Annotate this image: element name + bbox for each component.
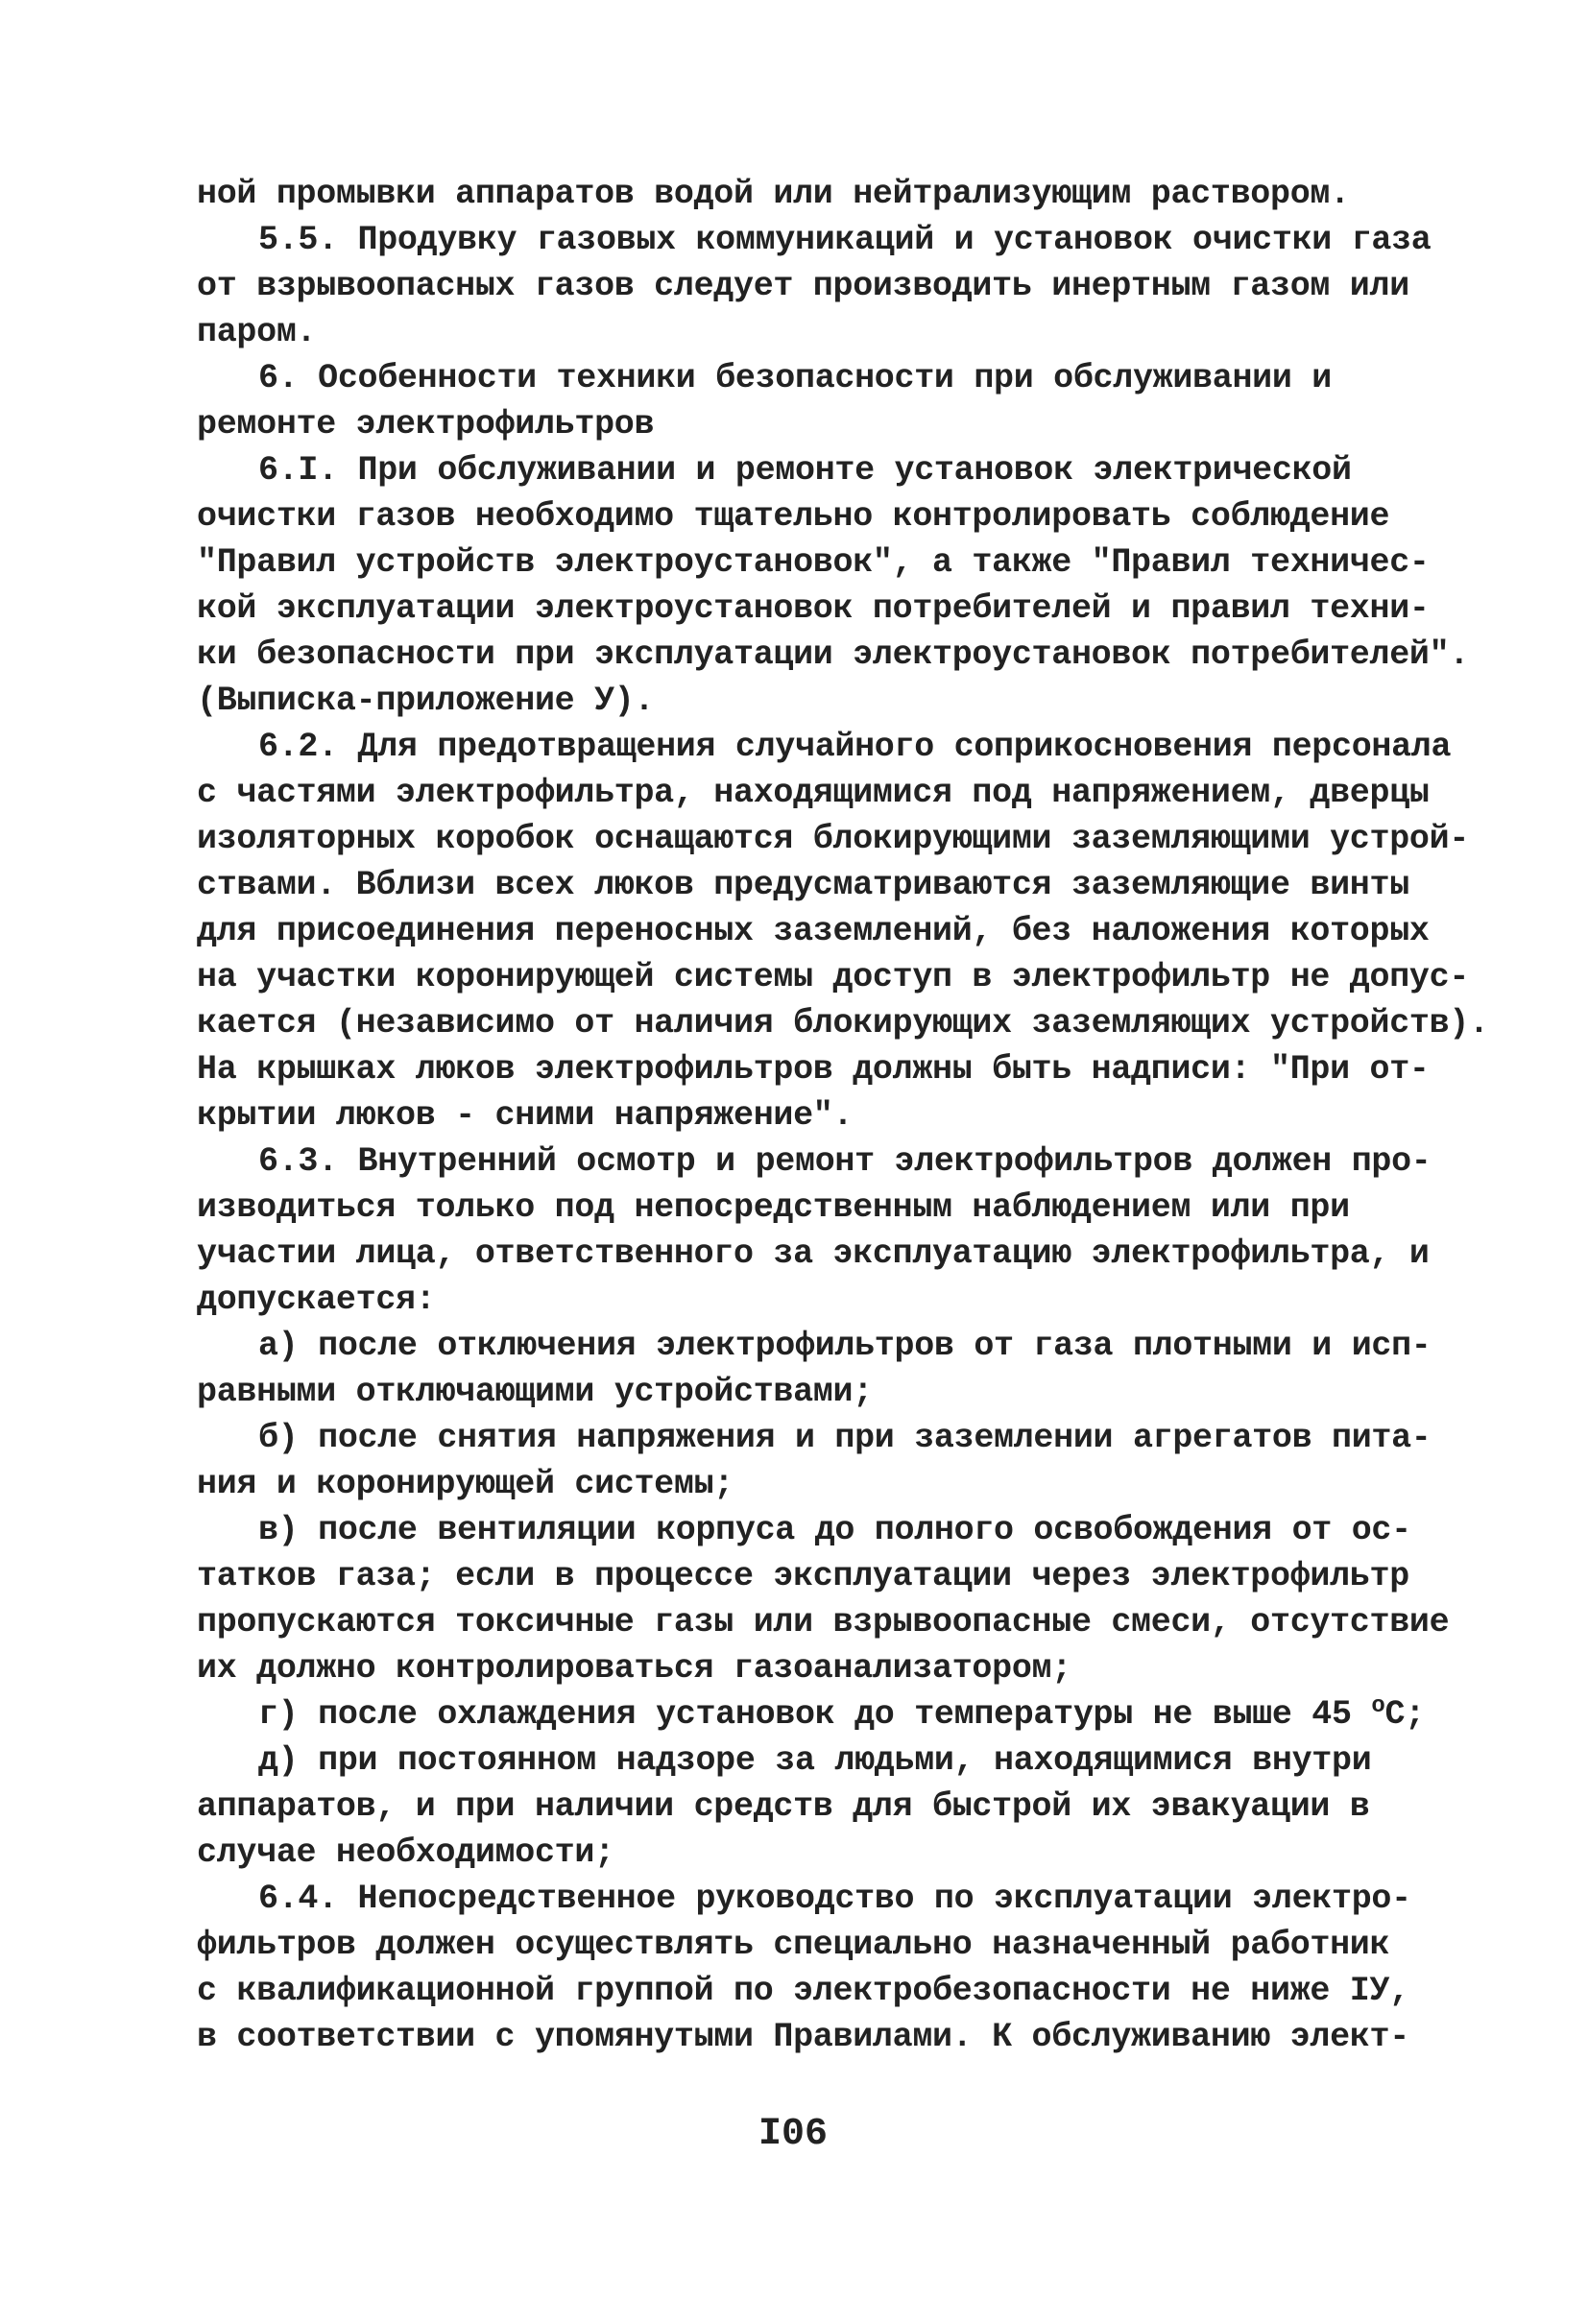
text-line: кается (независимо от наличия блокирующих заземляющих устройств). <box>197 1004 1489 1042</box>
text-line: паром. <box>197 313 317 351</box>
text-line: На крышках люков электрофильтров должны быть надписи: "При от- <box>197 1050 1430 1089</box>
section-6-heading: 6. Особенности техники безопасности при обслуживании и <box>258 359 1332 397</box>
text-line: изоляторных коробок оснащаются блокирующими заземляющими устрой- <box>197 820 1470 858</box>
text-line: равными отключающими устройствами; <box>197 1373 873 1411</box>
text-line: "Правил устройств электроустановок", а также "Правил техничес- <box>197 543 1430 582</box>
list-item-b: б) после снятия напряжения и при заземлении агрегатов пита- <box>258 1419 1432 1457</box>
paragraph-6-1-line: 6.I. При обслуживании и ремонте установок электрической <box>258 451 1352 490</box>
degree-superscript: о <box>1371 1693 1385 1719</box>
list-item-g-text: г) после охлаждения установок до температуры не выше 45 <box>258 1695 1372 1734</box>
text-line: на участки коронирующей систeмы доступ в электрофильтр не допус- <box>197 958 1470 996</box>
paragraph-6-2-line: 6.2. Для предотвращения случайного соприкосновения персонала <box>258 728 1452 766</box>
text-line: пропускаются токсичные газы или взрывоопасные смеси, отсутствие <box>197 1603 1450 1641</box>
page-number: I06 <box>758 2113 829 2156</box>
text-line: аппаратов, и при наличии средств для быстрой их эвакуации в <box>197 1787 1370 1826</box>
text-line: от взрывоопасных газов следует производить инертным газом или <box>197 267 1409 305</box>
list-item-g <box>258 1691 1425 1737</box>
text-line: случае необходимости; <box>197 1833 614 1872</box>
paragraph-5-5-line: 5.5. Продувку газовых коммуникаций и установок очистки газа <box>258 221 1432 259</box>
section-6-heading-cont: ремонте электрофильтров <box>197 405 655 443</box>
temperature-unit: С; <box>1384 1695 1425 1734</box>
text-line: участии лица, ответственного за эксплуатацию электрофильтра, и <box>197 1234 1430 1273</box>
text-line: кой эксплуатации электроустановок потребителей и правил техни- <box>197 589 1430 628</box>
text-line: изводиться только под непосредственным наблюдением или при <box>197 1188 1350 1227</box>
paragraph-6-3-line: 6.3. Внутренний осмотр и ремонт электрофильтров должен про- <box>258 1142 1432 1181</box>
text-line: их должно контролироваться газоанализатором; <box>197 1649 1071 1688</box>
list-item-v: в) после вентиляции корпуса до полного освобождения от ос- <box>258 1511 1411 1549</box>
text-line: с частями электрофильтра, находящимися под напряжением, дверцы <box>197 774 1430 812</box>
list-item-a: а) после отключения электрофильтров от газа плотными и исп- <box>258 1327 1432 1365</box>
text-line: (Выписка-приложение У). <box>197 682 655 720</box>
text-line: татков газа; если в процессе эксплуатации через электрофильтр <box>197 1557 1409 1595</box>
text-line: ния и коронирующей системы; <box>197 1465 734 1503</box>
text-line: допускается: <box>197 1281 436 1319</box>
text-line: ной промывки аппаратов водой или нейтрализующим раствором. <box>197 175 1350 213</box>
text-line: ствами. Вблизи всех люков предусматриваются заземляющие винты <box>197 866 1409 904</box>
text-line: ки безопасности при эксплуатации электроустановок потребителей". <box>197 635 1470 674</box>
text-line: фильтров должен осуществлять специально назначенный работник <box>197 1926 1390 1964</box>
text-line: крытии люков - сними напряжение". <box>197 1096 854 1135</box>
text-line: в соответствии с упомянутыми Правилами. К обслуживанию элект- <box>197 2018 1409 2056</box>
paragraph-6-4-line: 6.4. Непосредственное руководство по эксплуатации электро- <box>258 1880 1411 1918</box>
list-item-d: д) при постоянном надзоре за людьми, находящимися внутри <box>258 1741 1372 1780</box>
text-line: для присоединения переносных заземлений, без наложения которых <box>197 912 1430 950</box>
text-line: с квалификационной группой по электробезопасности не ниже IУ, <box>197 1972 1409 2010</box>
text-line: очистки газов необходимо тщательно контролировать соблюдение <box>197 497 1390 536</box>
